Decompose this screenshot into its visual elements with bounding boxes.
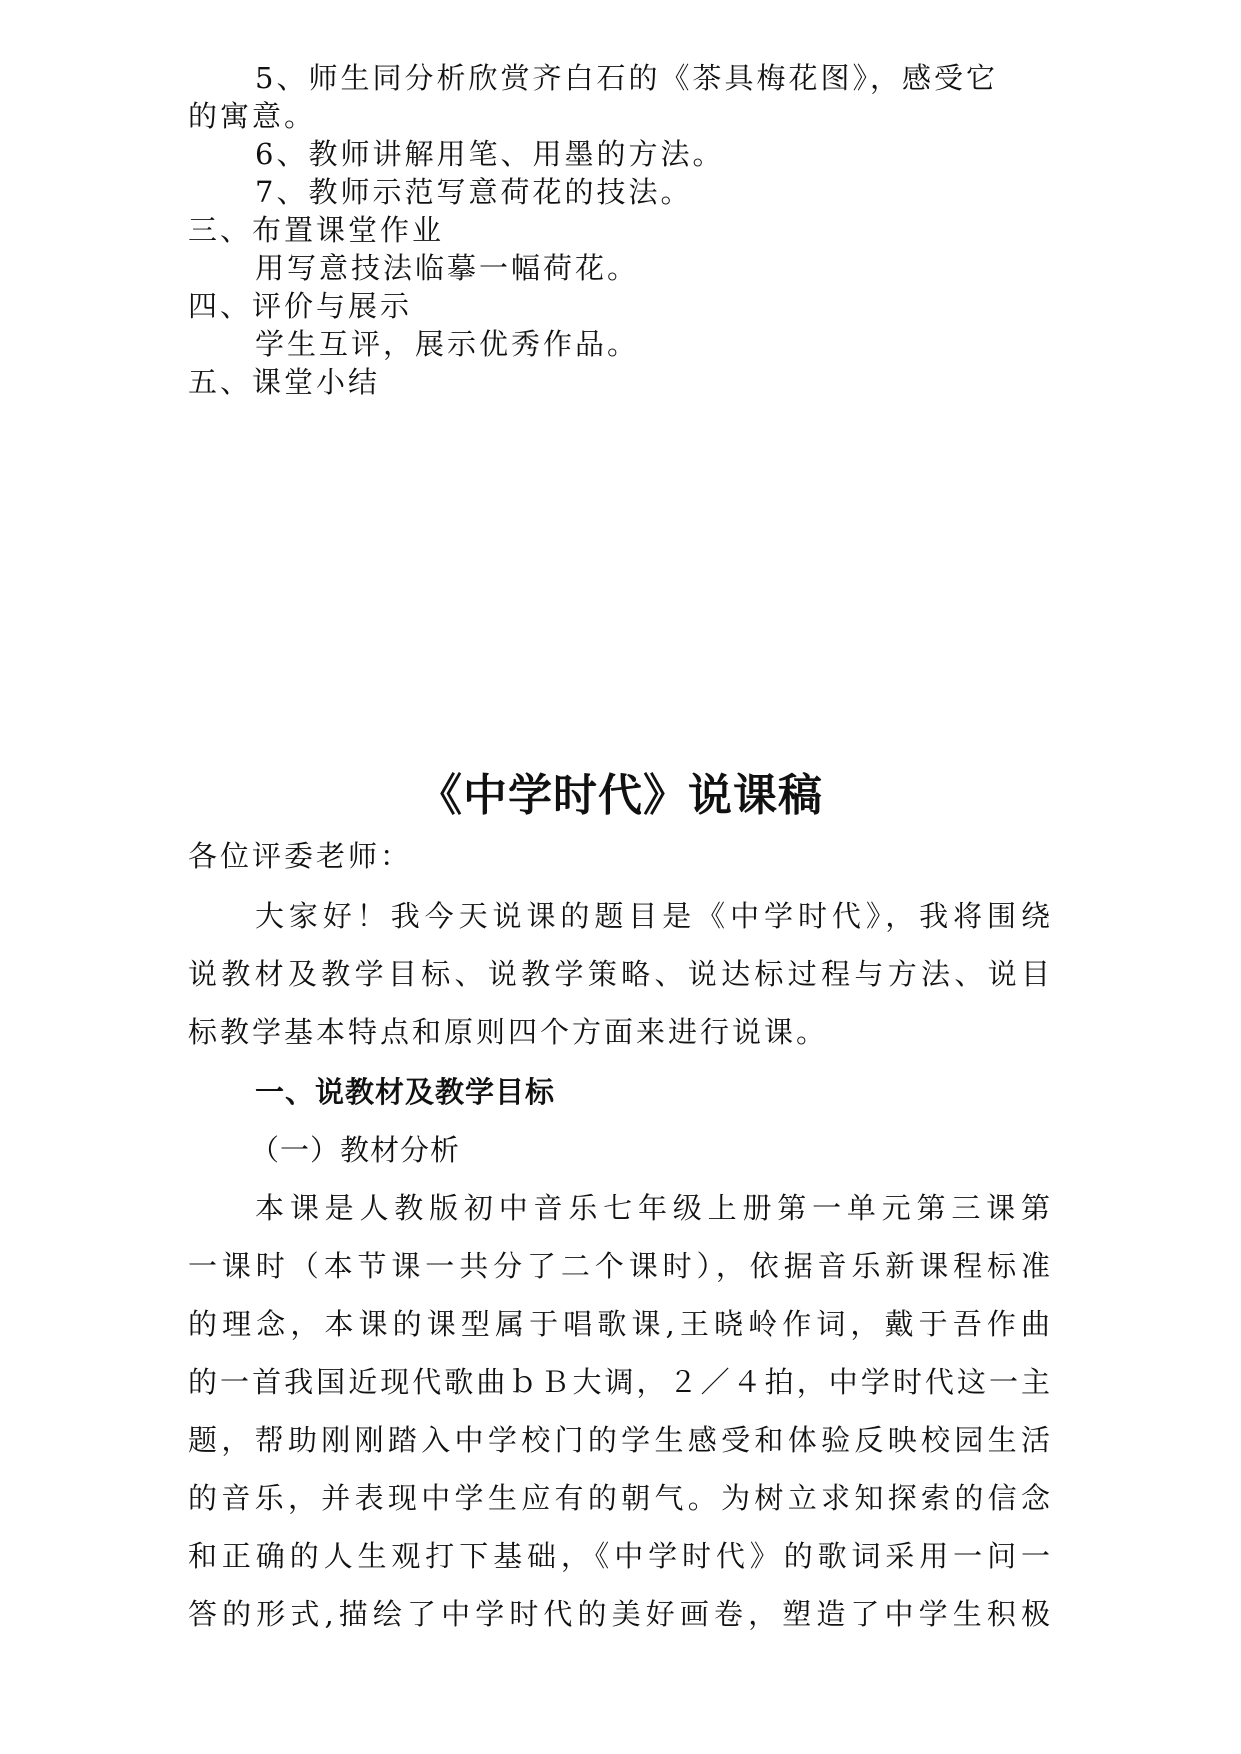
analysis-line-6: 的音乐，并表现中学生应有的朝气。为树立求知探索的信念 — [188, 1481, 1050, 1515]
analysis-line-4: 的一首我国近现代歌曲ｂＢ大调，２／４拍，中学时代这一主 — [188, 1365, 1050, 1399]
subsection-1-heading: （一）教材分析 — [250, 1133, 461, 1167]
part-4-heading: 四、评价与展示 — [188, 289, 413, 323]
part-3-heading: 三、布置课堂作业 — [188, 213, 445, 247]
intro-line-1: 大家好！我今天说课的题目是《中学时代》，我将围绕 — [255, 899, 1050, 933]
analysis-line-5: 题，帮助刚刚踏入中学校门的学生感受和体验反映校园生活 — [188, 1423, 1050, 1457]
greeting: 各位评委老师： — [188, 839, 413, 873]
part-4-body: 学生互评，展示优秀作品。 — [255, 327, 640, 361]
step-6: 6、教师讲解用笔、用墨的方法。 — [255, 137, 725, 171]
part-5-heading: 五、课堂小结 — [188, 365, 381, 399]
intro-line-2: 说教材及教学目标、说教学策略、说达标过程与方法、说目 — [188, 957, 1050, 991]
intro-line-3: 标教学基本特点和原则四个方面来进行说课。 — [188, 1015, 829, 1049]
step-5-line-2: 的寓意。 — [188, 99, 317, 133]
analysis-line-2: 一课时（本节课一共分了二个课时），依据音乐新课程标准 — [188, 1249, 1050, 1283]
step-7: 7、教师示范写意荷花的技法。 — [255, 175, 693, 209]
analysis-line-8: 答的形式,描绘了中学时代的美好画卷，塑造了中学生积极 — [188, 1597, 1050, 1631]
step-5-line-1: 5、师生同分析欣赏齐白石的《茶具梅花图》，感受它 — [255, 61, 998, 95]
document-title: 《中学时代》说课稿 — [418, 770, 823, 821]
analysis-line-3: 的理念，本课的课型属于唱歌课,王晓岭作词，戴于吾作曲 — [188, 1307, 1050, 1341]
section-1-heading: 一、说教材及教学目标 — [255, 1075, 556, 1109]
analysis-line-1: 本课是人教版初中音乐七年级上册第一单元第三课第 — [255, 1191, 1050, 1225]
analysis-line-7: 和正确的人生观打下基础，《中学时代》的歌词采用一问一 — [188, 1539, 1050, 1573]
part-3-body: 用写意技法临摹一幅荷花。 — [255, 251, 640, 285]
